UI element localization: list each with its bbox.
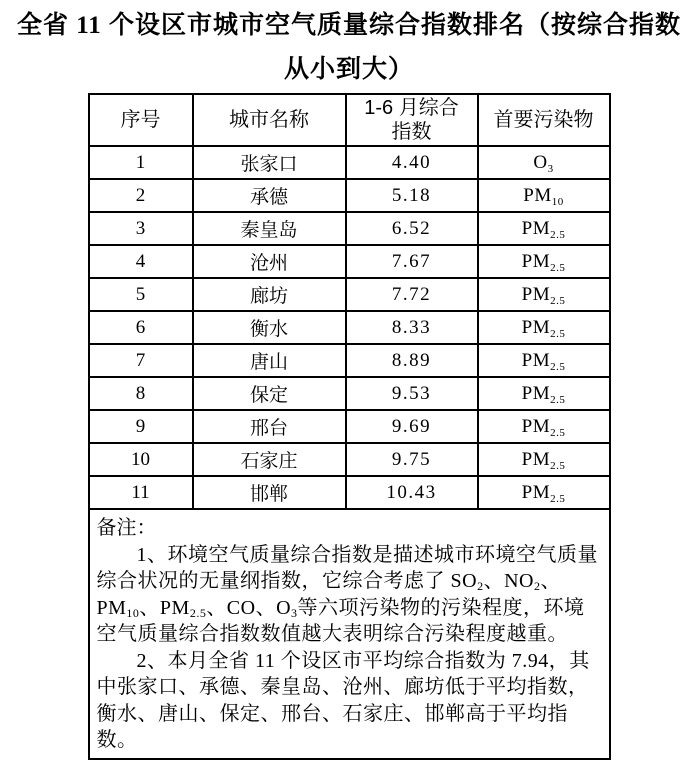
pollutant-base: PM	[521, 349, 551, 371]
pollutant-cell	[478, 476, 610, 509]
pollutant-cell	[478, 146, 610, 179]
city-cell: 沧州	[193, 245, 346, 278]
table-row	[89, 278, 610, 311]
pollutant-subscript: 2.5	[550, 426, 566, 439]
table-row	[89, 377, 610, 410]
pollutant-base: PM	[521, 217, 551, 239]
page-title-line1: 全省 11 个设区市城市空气质量综合指数排名（按综合指数	[16, 12, 682, 39]
table-row	[89, 179, 610, 212]
pollutant-base: PM	[523, 184, 552, 206]
index-cell: 6.52	[346, 212, 478, 245]
pollutant-cell	[478, 278, 610, 311]
pollutant-base: PM	[521, 283, 551, 305]
rank-cell: 3	[89, 212, 193, 245]
pollutant-base: PM	[521, 382, 551, 404]
table-header-row	[89, 94, 610, 146]
rank-cell: 9	[89, 410, 193, 443]
column-header-index: 1-6 月综合指数	[346, 94, 478, 146]
pollutant-subscript: 2.5	[550, 327, 566, 340]
index-cell: 9.75	[346, 443, 478, 476]
note-paragraph: 2、本月全省 11 个设区市平均综合指数为 7.94，其中张家口、承德、秦皇岛、沧州、廊坊低于平均指数，衡水、唐山、保定、邢台、石家庄、邯郸高于平均指数。	[96, 649, 590, 751]
pollutant-cell	[478, 443, 610, 476]
city-cell: 唐山	[193, 344, 346, 377]
pollutant-cell	[478, 410, 610, 443]
city-cell: 秦皇岛	[193, 212, 346, 245]
pollutant-base: PM	[521, 415, 551, 437]
index-cell: 8.89	[346, 344, 478, 377]
rank-cell: 4	[89, 245, 193, 278]
pollutant-base: PM	[521, 250, 551, 272]
index-cell: 7.72	[346, 278, 478, 311]
pollutant-cell	[478, 377, 610, 410]
pollutant-subscript: 10	[551, 195, 564, 208]
table-body	[89, 146, 610, 509]
rank-cell: 11	[89, 476, 193, 509]
rank-cell: 5	[89, 278, 193, 311]
index-cell: 8.33	[346, 311, 478, 344]
pollutant-subscript: 2.5	[550, 261, 566, 274]
pollutant-subscript: 2.5	[550, 360, 566, 373]
table-row	[89, 410, 610, 443]
page-title-line2: 从小到大）	[283, 56, 414, 83]
table-row	[89, 245, 610, 278]
column-header-city: 城市名称	[193, 94, 346, 146]
pollutant-subscript: 2.5	[550, 294, 566, 307]
table-row	[89, 443, 610, 476]
rank-cell: 2	[89, 179, 193, 212]
rank-cell: 7	[89, 344, 193, 377]
notes-section	[89, 509, 610, 759]
column-header-pollutant: 首要污染物	[478, 94, 610, 146]
rank-cell: 6	[89, 311, 193, 344]
index-cell: 7.67	[346, 245, 478, 278]
air-quality-ranking-table	[88, 93, 611, 760]
pollutant-base: PM	[521, 316, 551, 338]
pollutant-base: PM	[521, 481, 551, 503]
pollutant-cell	[478, 179, 610, 212]
index-cell: 5.18	[346, 179, 478, 212]
index-cell: 10.43	[346, 476, 478, 509]
city-cell: 邢台	[193, 410, 346, 443]
notes-label: 备注：	[96, 517, 157, 539]
pollutant-subscript: 3	[547, 162, 554, 175]
table-row	[89, 344, 610, 377]
table-row	[89, 212, 610, 245]
pollutant-cell	[478, 245, 610, 278]
index-cell: 9.53	[346, 377, 478, 410]
note-paragraph: 1、环境空气质量综合指数是描述城市环境空气质量综合状况的无量纲指数，它综合考虑了 $SO_2$、$NO_2$、$PM_{10}$、$PM_{2.5}$、CO、$O_3$等六项污染物的污染程度，环境空气质量综合指数数值越大表明综合污染程度越重。	[96, 543, 598, 645]
pollutant-base: PM	[521, 448, 551, 470]
city-cell: 张家口	[193, 146, 346, 179]
table-row	[89, 311, 610, 344]
table-row	[89, 476, 610, 509]
index-cell: 9.69	[346, 410, 478, 443]
city-cell: 邯郸	[193, 476, 346, 509]
rank-cell: 1	[89, 146, 193, 179]
pollutant-subscript: 2.5	[550, 492, 566, 505]
pollutant-cell	[478, 344, 610, 377]
index-cell: 4.40	[346, 146, 478, 179]
pollutant-subscript: 2.5	[550, 459, 566, 472]
city-cell: 衡水	[193, 311, 346, 344]
pollutant-base: O	[533, 151, 548, 173]
pollutant-subscript: 2.5	[550, 228, 566, 241]
pollutant-subscript: 2.5	[550, 393, 566, 406]
pollutant-cell	[478, 311, 610, 344]
page-title	[0, 0, 698, 92]
city-cell: 廊坊	[193, 278, 346, 311]
city-cell: 保定	[193, 377, 346, 410]
column-header-rank: 序号	[89, 94, 193, 146]
rank-cell: 8	[89, 377, 193, 410]
notes-cell	[89, 509, 610, 759]
city-cell: 承德	[193, 179, 346, 212]
city-cell: 石家庄	[193, 443, 346, 476]
rank-cell: 10	[89, 443, 193, 476]
table-row	[89, 146, 610, 179]
pollutant-cell	[478, 212, 610, 245]
